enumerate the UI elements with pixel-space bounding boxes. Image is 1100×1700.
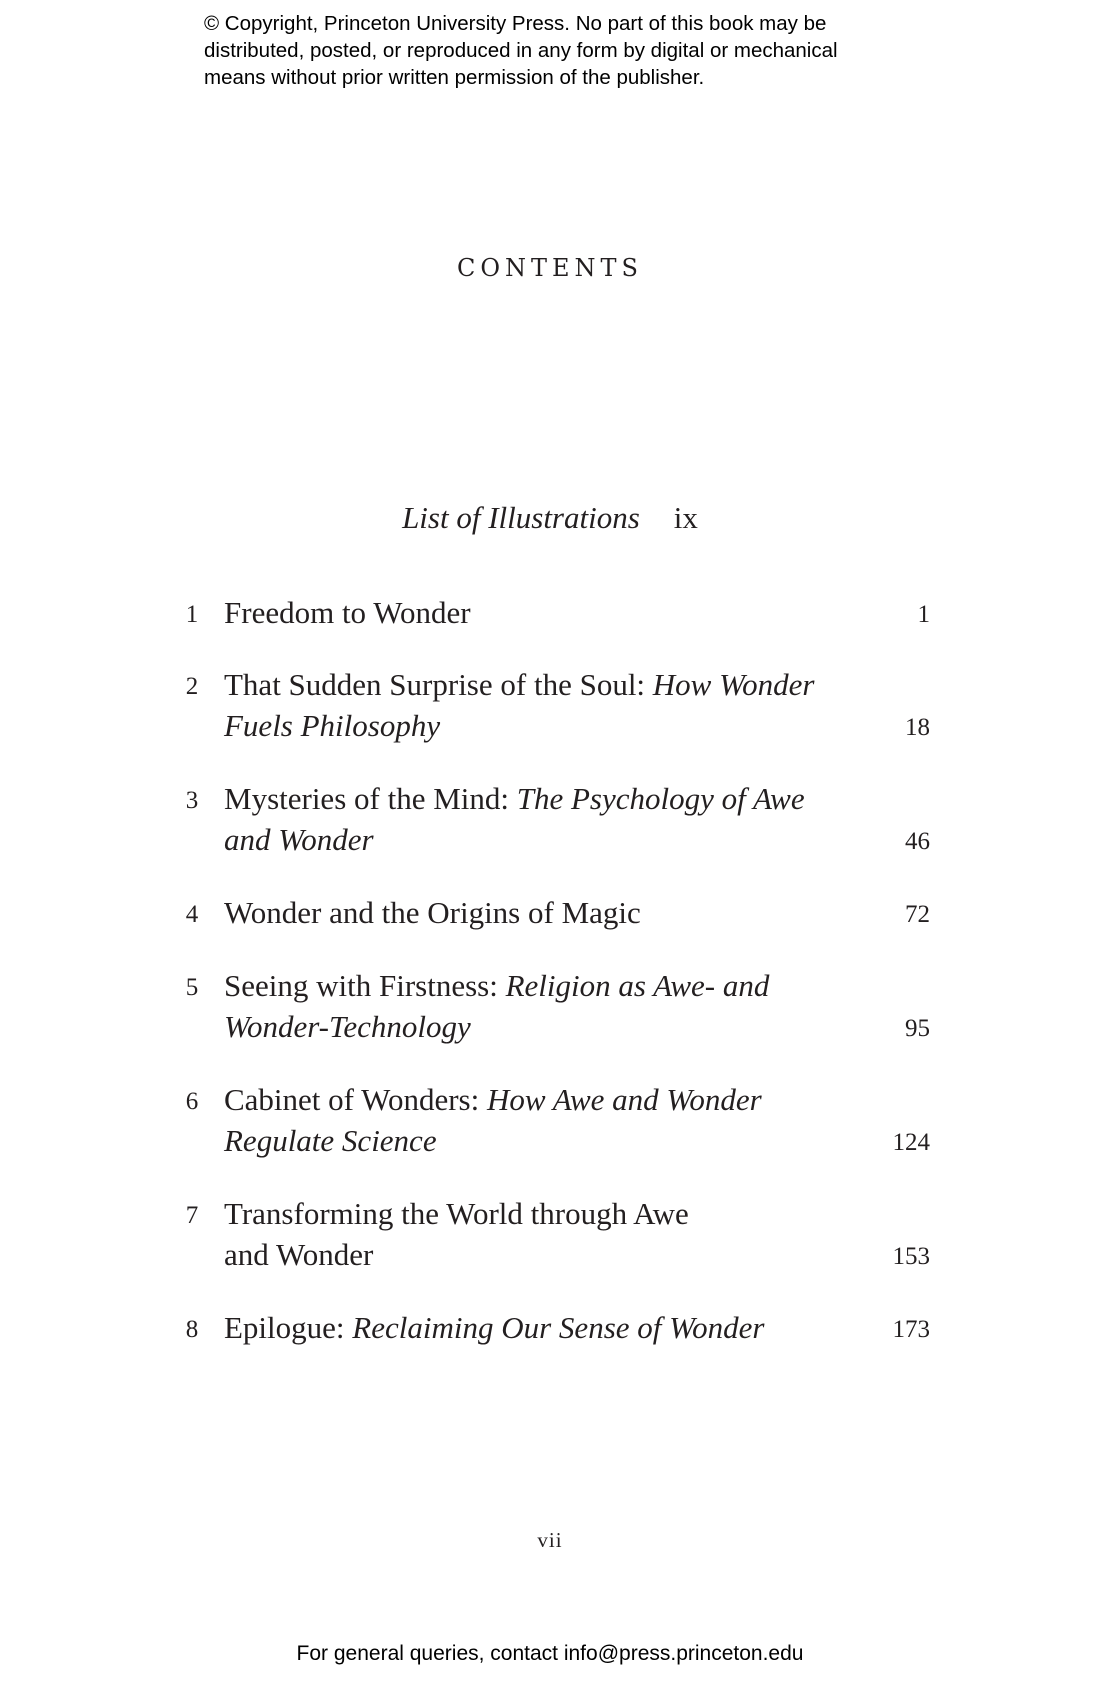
chapter-number: 6 — [185, 1088, 199, 1115]
chapter-title — [224, 892, 834, 933]
chapter-title-line: Transforming the World through Awe — [224, 1196, 689, 1231]
chapter-subtitle: Fuels Philosophy — [224, 708, 441, 743]
chapter-number: 4 — [185, 901, 199, 928]
chapter-title-main: That Sudden Surprise of the Soul: — [224, 667, 653, 702]
copyright-line: means without prior written permission of the publisher. — [204, 66, 705, 89]
chapter-number: 3 — [185, 787, 199, 814]
chapter-number: 8 — [185, 1316, 199, 1343]
chapter-subtitle: The Psychology of Awe — [516, 781, 805, 816]
chapter-title-main: Mysteries of the Mind: — [224, 781, 517, 816]
copyright-line: distributed, posted, or reproduced in any form by digital or mechanical — [204, 39, 838, 62]
chapter-title-main: Cabinet of Wonders: — [224, 1082, 487, 1117]
chapter-title — [224, 1307, 834, 1348]
copyright-line: © Copyright, Princeton University Press. No part of this book may be — [204, 12, 827, 35]
chapter-page: 1 — [917, 601, 930, 628]
chapter-title-main: Seeing with Firstness: — [224, 968, 506, 1003]
chapter-number: 7 — [185, 1202, 199, 1229]
chapter-title — [224, 965, 834, 1047]
chapter-number: 5 — [185, 974, 199, 1001]
chapter-subtitle: Religion as Awe- and — [505, 968, 770, 1003]
chapter-number: 2 — [185, 673, 199, 700]
chapter-page: 153 — [892, 1243, 930, 1270]
chapter-number: 1 — [185, 601, 199, 628]
chapter-page: 72 — [905, 901, 930, 928]
chapter-title — [224, 592, 834, 633]
chapter-subtitle: Wonder-Technology — [224, 1009, 471, 1044]
chapter-page: 173 — [892, 1316, 930, 1343]
chapter-page: 124 — [892, 1129, 930, 1156]
chapter-title — [224, 1193, 834, 1275]
chapter-title — [224, 1079, 834, 1161]
chapter-subtitle: Reclaiming Our Sense of Wonder — [352, 1310, 765, 1345]
toc-entry-page: ix — [673, 500, 698, 535]
chapter-subtitle: How Wonder — [652, 667, 815, 702]
page-title: CONTENTS — [456, 254, 643, 282]
chapter-title-main: Epilogue: — [224, 1310, 353, 1345]
chapter-subtitle: Regulate Science — [224, 1123, 437, 1158]
chapter-page: 18 — [905, 714, 930, 741]
chapter-title-line: and Wonder — [224, 1237, 374, 1272]
chapter-page: 46 — [905, 828, 930, 855]
chapter-title — [224, 778, 834, 860]
page-number: vii — [537, 1528, 563, 1552]
chapter-subtitle: and Wonder — [224, 822, 374, 857]
toc-entry-title: List of Illustrations — [402, 500, 640, 535]
chapter-subtitle: How Awe and Wonder — [486, 1082, 762, 1117]
chapter-title-line: Freedom to Wonder — [224, 595, 471, 630]
chapter-title — [224, 664, 834, 746]
chapter-page: 95 — [905, 1015, 930, 1042]
chapter-title-line: Wonder and the Origins of Magic — [224, 895, 641, 930]
contact-footer: For general queries, contact info@press.princeton.edu — [296, 1642, 804, 1665]
